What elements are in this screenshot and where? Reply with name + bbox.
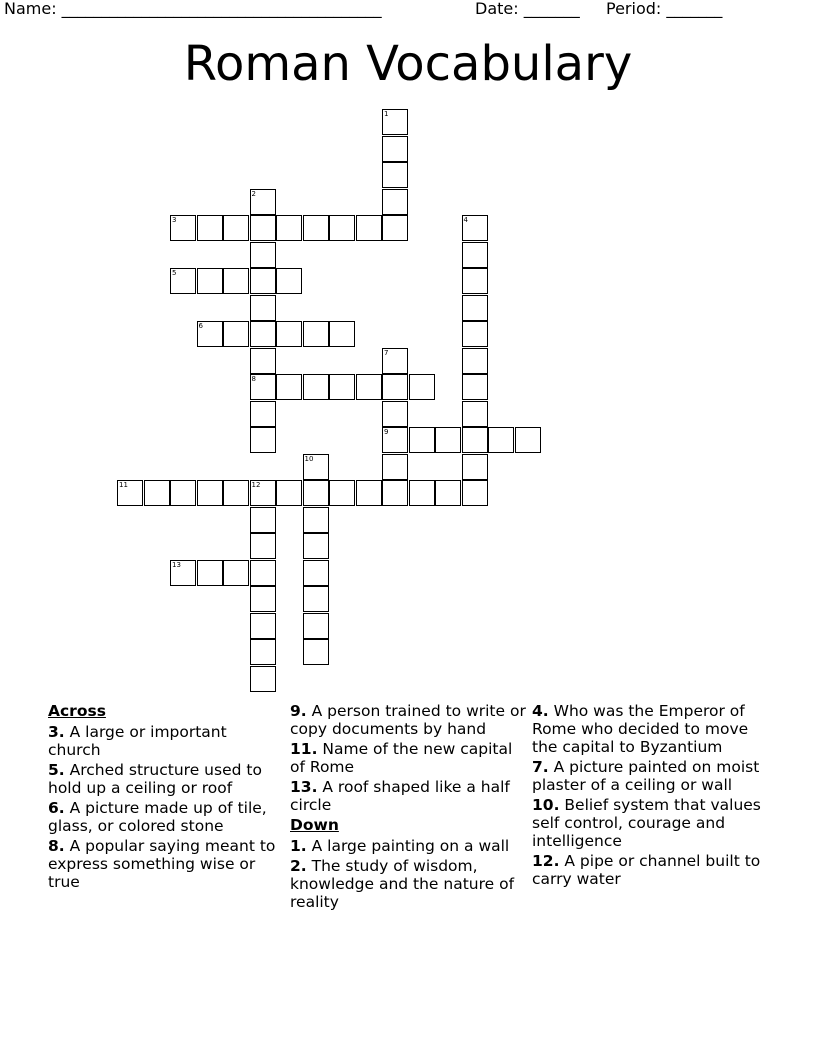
grid-cell[interactable] [250, 613, 276, 639]
grid-cell[interactable] [276, 215, 302, 241]
grid-cell[interactable] [223, 321, 249, 347]
clue-text: A pipe or channel built to carry water [532, 852, 761, 888]
clue-number: 8 [251, 375, 256, 383]
clues-column-3 [532, 702, 768, 890]
clue-number: 10 [304, 454, 314, 463]
grid-cell[interactable] [303, 321, 329, 347]
grid-cell[interactable] [382, 374, 408, 400]
page-title: Roman Vocabulary [183, 36, 633, 92]
grid-cell[interactable] [382, 401, 408, 427]
grid-cell[interactable] [303, 533, 329, 559]
date-field[interactable]: Date: _______ [475, 0, 580, 18]
grid-cell[interactable] [250, 401, 276, 427]
across-heading: Across [48, 702, 106, 720]
period-field[interactable]: Period: _______ [606, 0, 723, 18]
down-clue [532, 852, 768, 888]
clues-column-2 [290, 702, 526, 913]
grid-cell[interactable] [382, 480, 408, 506]
grid-cell[interactable] [462, 401, 488, 427]
grid-cell[interactable] [170, 268, 196, 294]
grid-cell[interactable] [303, 374, 329, 400]
clue-text: A large painting on a wall [306, 837, 510, 855]
grid-cell[interactable] [462, 454, 488, 480]
down-clue [532, 796, 768, 850]
clue-text: Who was the Emperor of Rome who decided to move the capital to Byzantium [532, 702, 749, 756]
grid-cell[interactable] [488, 427, 514, 453]
grid-cell[interactable] [303, 560, 329, 586]
grid-cell[interactable] [223, 215, 249, 241]
grid-cell[interactable] [356, 374, 382, 400]
across-clue [48, 799, 284, 835]
grid-cell[interactable] [382, 454, 408, 480]
grid-cell[interactable] [303, 507, 329, 533]
grid-cell[interactable] [462, 348, 488, 374]
grid-cell[interactable] [250, 242, 276, 268]
grid-cell[interactable] [435, 480, 461, 506]
grid-cell[interactable] [250, 295, 276, 321]
down-clue [290, 837, 526, 855]
grid-cell[interactable] [250, 507, 276, 533]
grid-cell[interactable] [197, 268, 223, 294]
down-clue [532, 702, 768, 756]
grid-cell[interactable] [250, 666, 276, 692]
grid-cell[interactable] [356, 480, 382, 506]
name-field[interactable]: Name: ________________________________________ [4, 0, 382, 18]
grid-cell[interactable] [250, 189, 276, 215]
grid-cell[interactable] [276, 480, 302, 506]
grid-cell[interactable] [462, 215, 488, 241]
grid-cell[interactable] [250, 374, 276, 400]
grid-cell[interactable] [382, 427, 408, 453]
clue-number: 11 [119, 481, 128, 489]
grid-cell[interactable] [303, 454, 329, 480]
grid-cell[interactable] [382, 109, 408, 135]
clue-number: 3 [172, 216, 177, 224]
grid-cell[interactable] [170, 215, 196, 241]
grid-cell[interactable] [303, 613, 329, 639]
grid-cell[interactable] [250, 348, 276, 374]
grid-cell[interactable] [356, 215, 382, 241]
clue-number: 6 [198, 322, 203, 330]
clue-number: 4. [532, 702, 549, 720]
clue-number: 1 [384, 110, 389, 118]
clue-number: 5. [48, 761, 65, 779]
clue-text: A picture made up of tile, glass, or colored stone [48, 799, 267, 835]
grid-cell[interactable] [329, 374, 355, 400]
grid-cell[interactable] [276, 374, 302, 400]
grid-cell[interactable] [250, 480, 276, 506]
grid-cell[interactable] [170, 560, 196, 586]
grid-cell[interactable] [382, 189, 408, 215]
grid-cell[interactable] [197, 480, 223, 506]
grid-cell[interactable] [462, 427, 488, 453]
grid-cell[interactable] [382, 136, 408, 162]
grid-cell[interactable] [250, 215, 276, 241]
down-heading: Down [290, 816, 339, 834]
clue-text: A large or important church [48, 723, 227, 759]
clue-number: 13. [290, 778, 318, 796]
grid-cell[interactable] [462, 374, 488, 400]
clue-number: 1. [290, 837, 307, 855]
grid-cell[interactable] [197, 215, 223, 241]
clue-text: Belief system that values self control, courage and intelligence [532, 796, 761, 850]
grid-cell[interactable] [462, 321, 488, 347]
grid-cell[interactable] [223, 268, 249, 294]
clue-text: A picture painted on moist plaster of a ceiling or wall [532, 758, 760, 794]
clue-number: 11. [290, 740, 318, 758]
grid-cell[interactable] [435, 427, 461, 453]
grid-cell[interactable] [329, 480, 355, 506]
clue-text: A person trained to write or copy documents by hand [290, 702, 526, 738]
grid-cell[interactable] [303, 639, 329, 665]
grid-cell[interactable] [250, 533, 276, 559]
grid-cell[interactable] [197, 321, 223, 347]
down-clue [532, 758, 768, 794]
grid-cell[interactable] [382, 348, 408, 374]
grid-cell[interactable] [197, 560, 223, 586]
clue-number: 9. [290, 702, 307, 720]
grid-cell[interactable] [223, 560, 249, 586]
grid-cell[interactable] [276, 268, 302, 294]
grid-cell[interactable] [250, 586, 276, 612]
grid-cell[interactable] [303, 586, 329, 612]
clues-column-1 [48, 702, 284, 893]
clue-number: 12. [532, 852, 560, 870]
down-clue [290, 857, 526, 911]
grid-cell[interactable] [382, 215, 408, 241]
grid-cell[interactable] [462, 268, 488, 294]
grid-cell[interactable] [250, 427, 276, 453]
clue-number: 6. [48, 799, 65, 817]
grid-cell[interactable] [250, 639, 276, 665]
clue-text: Arched structure used to hold up a ceiling or roof [48, 761, 262, 797]
grid-cell[interactable] [117, 480, 143, 506]
clue-number: 5 [172, 269, 177, 277]
grid-cell[interactable] [144, 480, 170, 506]
grid-cell[interactable] [329, 321, 355, 347]
grid-cell[interactable] [462, 295, 488, 321]
clue-number: 8. [48, 837, 65, 855]
clue-text: A roof shaped like a half circle [290, 778, 510, 814]
clue-number: 13 [172, 560, 181, 569]
grid-cell[interactable] [250, 560, 276, 586]
across-clue [48, 837, 284, 891]
grid-cell[interactable] [382, 162, 408, 188]
grid-cell[interactable] [303, 215, 329, 241]
grid-cell[interactable] [409, 374, 435, 400]
grid-cell[interactable] [303, 480, 329, 506]
clue-number: 2 [251, 189, 256, 198]
across-clue [290, 778, 526, 814]
clue-number: 7. [532, 758, 549, 776]
grid-cell[interactable] [223, 480, 249, 506]
grid-cell[interactable] [250, 268, 276, 294]
clue-number: 7 [384, 348, 389, 357]
clue-number: 12 [251, 481, 261, 489]
clue-number: 3. [48, 723, 65, 741]
clue-number: 4 [463, 216, 468, 224]
clue-number: 9 [384, 428, 389, 436]
clue-number: 2. [290, 857, 307, 875]
across-clue [48, 723, 284, 759]
across-clue [290, 740, 526, 776]
across-clue [290, 702, 526, 738]
across-clue [48, 761, 284, 797]
grid-cell[interactable] [409, 427, 435, 453]
grid-cell[interactable] [170, 480, 196, 506]
clue-number: 10. [532, 796, 560, 814]
grid-cell[interactable] [462, 242, 488, 268]
grid-cell[interactable] [462, 480, 488, 506]
grid-cell[interactable] [515, 427, 541, 453]
grid-cell[interactable] [329, 215, 355, 241]
grid-cell[interactable] [250, 321, 276, 347]
clue-text: The study of wisdom, knowledge and the nature of reality [290, 857, 515, 911]
clue-text: A popular saying meant to express something wise or true [48, 837, 276, 891]
clue-text: Name of the new capital of Rome [290, 740, 513, 776]
grid-cell[interactable] [409, 480, 435, 506]
grid-cell[interactable] [276, 321, 302, 347]
